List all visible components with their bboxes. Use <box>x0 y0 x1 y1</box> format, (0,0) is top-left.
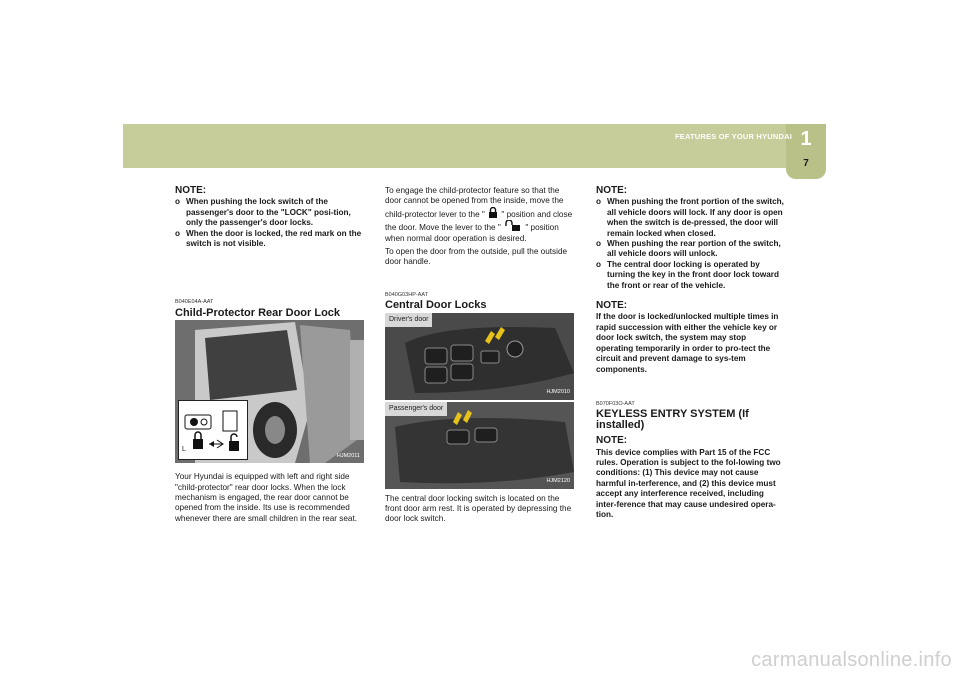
figure-tag: Driver's door <box>385 313 432 327</box>
figure-label: HJM2010 <box>546 389 570 396</box>
page-number: 7 <box>803 158 809 169</box>
note-item: o When the door is locked, the red mark on the switch is not visible. <box>175 228 362 249</box>
section-code: B070F03O-AAT <box>596 400 635 407</box>
body-paragraph: Your Hyundai is equipped with left and right side "child-protector" rear door locks. When the lock mechanism is engaged, the rear door cannot be opened from the inside. Its use is recommended whenever there are small children in the rear seat. <box>175 472 358 523</box>
lock-detail-panel <box>178 400 248 460</box>
note-heading: NOTE: <box>596 300 628 312</box>
column-left <box>175 186 364 524</box>
figure-label: HJM2120 <box>546 478 570 485</box>
note-heading: NOTE: <box>596 435 628 447</box>
body-paragraph: The central door locking switch is located on the front door arm rest. It is operated by depressing the door lock switch. <box>385 493 572 524</box>
header-band <box>123 124 826 168</box>
section-number: 1 <box>800 128 812 150</box>
note-text: If the door is locked/unlocked multiple times in rapid succession with either the vehicle key or door lock switch, the system may stop operating temporarily in order to pro-tect the circuit and prevent damage to sys-tem components. <box>596 312 779 374</box>
column-right <box>596 186 785 520</box>
note-heading: NOTE: <box>175 185 207 196</box>
figure-drivers-door <box>385 313 574 400</box>
bullet: o <box>175 197 181 207</box>
note-item: o The central door locking is operated by turning the key in the front door lock toward the front or rear of the vehicle. <box>596 259 779 290</box>
figure-passengers-door <box>385 402 574 489</box>
note-list <box>175 197 364 249</box>
note-list <box>596 197 785 291</box>
section-heading: Central Door Locks <box>385 299 487 312</box>
bullet: o <box>596 197 602 207</box>
figure-label: HJM2011 <box>336 452 360 459</box>
note-heading: NOTE: <box>596 185 628 196</box>
body-paragraph: To engage the child-protector feature so that the door cannot be opened from the inside, move the child-protector lever to the " " position and close the door. Move the lever to the " " position when normal door operation is desired. <box>385 186 573 243</box>
lock-open-icon <box>503 220 523 231</box>
section-heading: Child-Protector Rear Door Lock <box>175 306 341 319</box>
section-heading: KEYLESS ENTRY SYSTEM (If installed) <box>596 408 749 431</box>
section-title: FEATURES OF YOUR HYUNDAI <box>674 132 792 141</box>
lock-label: L <box>182 446 186 454</box>
lock-detail-icons <box>179 401 247 459</box>
bullet: o <box>596 239 602 249</box>
note-item: o When pushing the rear portion of the switch, all vehicle doors will unlock. <box>596 239 781 259</box>
section-code: B040G03HP-AAT <box>385 291 429 298</box>
note-text: This device complies with Part 15 of the FCC rules. Operation is subject to the fol-lowing two conditions: (1) This device may not cause harmful in-terference, and (2) this device must accept any interference received, including inter-ference that may cause undesired opera-tion. <box>596 447 781 519</box>
bullet: o <box>175 228 181 238</box>
body-paragraph: To open the door from the outside, pull the outside door handle. <box>385 247 568 267</box>
lock-closed-icon <box>487 207 499 218</box>
figure-child-lock <box>175 320 364 463</box>
column-middle <box>385 186 574 525</box>
note-item: o When pushing the lock switch of the passenger's door to the "LOCK" posi-tion, only the passenger's door locks. <box>175 197 351 228</box>
section-code: B040E04A-AAT <box>175 299 214 306</box>
watermark: carmanualsonline.info <box>751 649 952 671</box>
note-item: o When pushing the front portion of the switch, all vehicle doors will lock. If any door is open when the switch is de-pressed, the door will remain locked when closed. <box>596 197 784 238</box>
figure-tag: Passenger's door <box>385 402 447 416</box>
bullet: o <box>596 259 602 269</box>
